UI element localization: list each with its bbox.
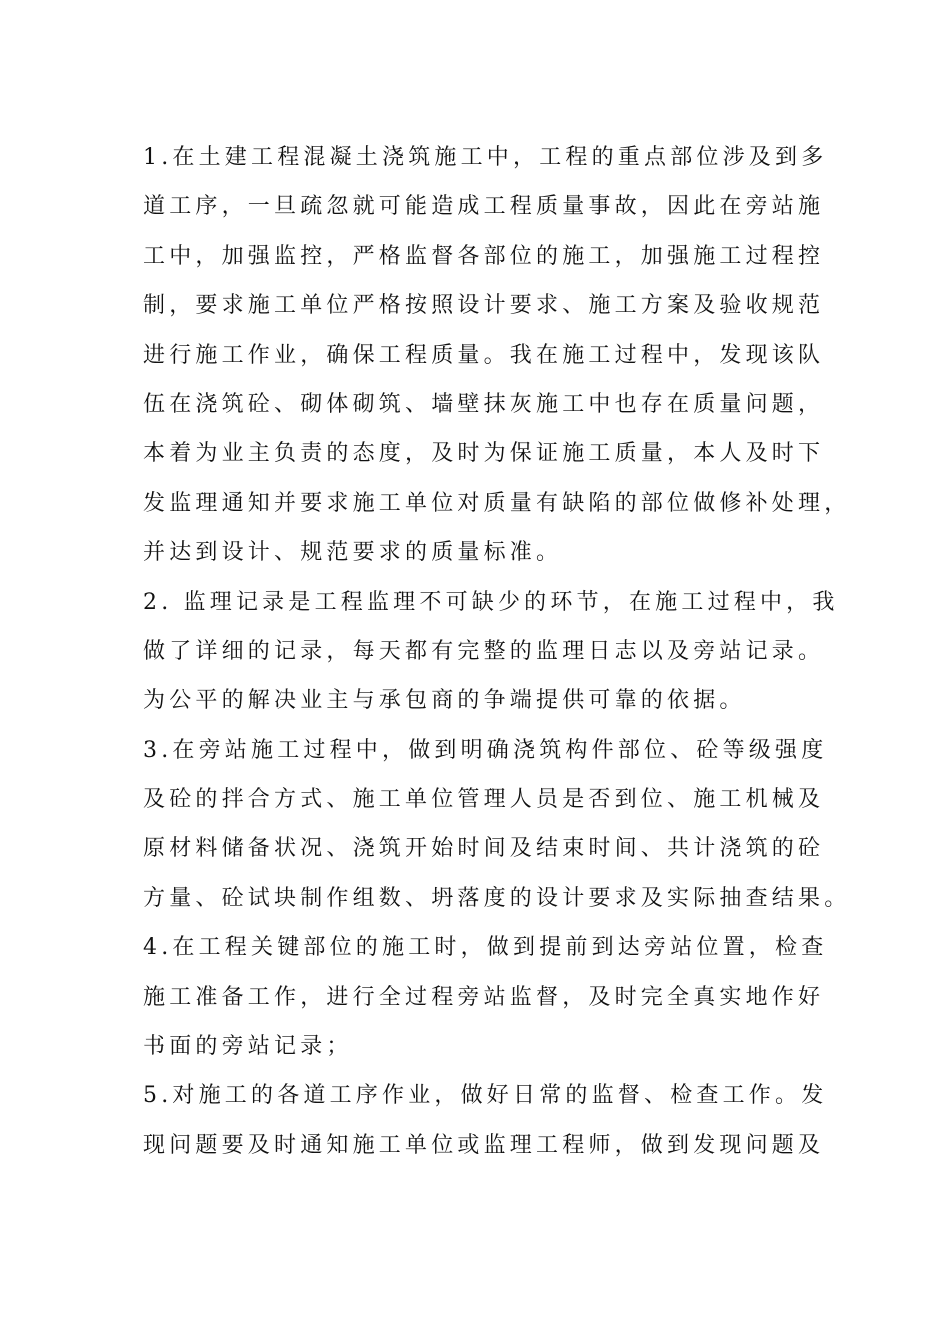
text-line: 为公平的解决业主与承包商的争端提供可靠的依据。 [143, 688, 746, 714]
text-line: 做了详细的记录，每天都有完整的监理日志以及旁站记录。 [143, 638, 825, 664]
text-line: 1.在土建工程混凝土浇筑施工中，工程的重点部位涉及到多 [143, 145, 828, 170]
text-line: 2. 监理记录是工程监理不可缺少的环节，在施工过程中，我 [143, 589, 839, 615]
text-line: 4.在工程关键部位的施工时，做到提前到达旁站位置，检查 [143, 935, 828, 961]
text-line: 现问题要及时通知施工单位或监理工程师，做到发现问题及 [143, 1132, 825, 1158]
text-line: 书面的旁站记录； [143, 1034, 353, 1060]
text-line: 伍在浇筑砼、砌体砌筑、墙壁抹灰施工中也存在质量问题， [143, 391, 825, 417]
text-line: 制，要求施工单位严格按照设计要求、施工方案及验收规范 [143, 293, 825, 319]
text-line: 5.对施工的各道工序作业，做好日常的监督、检查工作。发 [143, 1083, 828, 1109]
text-line: 原材料储备状况、浇筑开始时间及结束时间、共计浇筑的砼 [143, 836, 825, 862]
text-line: 工中，加强监控，严格监督各部位的施工，加强施工过程控 [143, 243, 825, 269]
text-line: 及砼的拌合方式、施工单位管理人员是否到位、施工机械及 [143, 787, 825, 813]
text-line: 并达到设计、规范要求的质量标准。 [143, 540, 563, 566]
text-line: 方量、砼试块制作组数、坍落度的设计要求及实际抽查结果。 [143, 885, 851, 911]
text-line: 本着为业主负责的态度，及时为保证施工质量，本人及时下 [143, 441, 825, 467]
document-body [143, 133, 851, 1170]
text-line: 道工序，一旦疏忽就可能造成工程质量事故，因此在旁站施 [143, 194, 825, 220]
text-line: 发监理通知并要求施工单位对质量有缺陷的部位做修补处理， [143, 490, 851, 516]
text-line: 施工准备工作，进行全过程旁站监督，及时完全真实地作好 [143, 984, 825, 1010]
text-line: 进行施工作业，确保工程质量。我在施工过程中，发现该队 [143, 342, 825, 368]
text-line: 3.在旁站施工过程中，做到明确浇筑构件部位、砼等级强度 [143, 737, 828, 763]
